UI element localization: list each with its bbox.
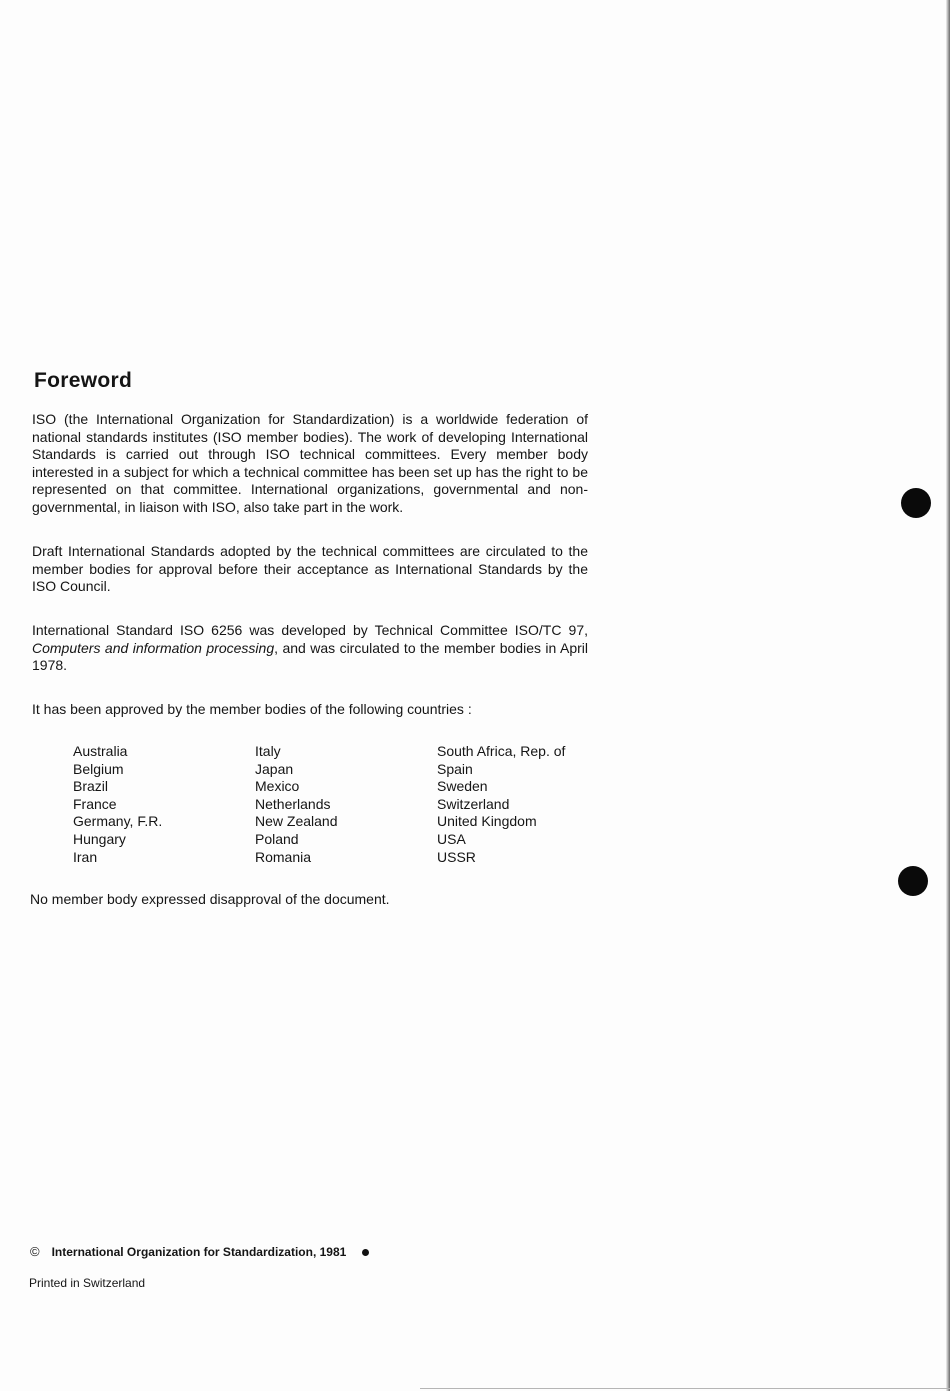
country-column	[437, 743, 565, 866]
committee-name: Computers and information processing	[32, 639, 275, 656]
country-item: France	[73, 795, 117, 812]
country-item: Spain	[437, 760, 473, 777]
paragraph-text: , and was circulated to the member bodies in April 1978.	[32, 639, 588, 674]
paragraph-standard-development	[32, 622, 588, 675]
country-item: New Zealand	[255, 813, 338, 830]
country-item: Romania	[255, 848, 312, 865]
country-item: Australia	[73, 743, 128, 759]
punch-hole-mark	[898, 866, 928, 896]
paragraph-approval: It has been approved by the member bodies of the following countries :	[32, 701, 472, 717]
copyright-text: International Organization for Standardization, 1981	[51, 1245, 347, 1259]
printed-location: Printed in Switzerland	[29, 1276, 146, 1290]
paragraph-no-disapproval: No member body expressed disapproval of the document.	[30, 891, 390, 907]
page-title: Foreword	[34, 369, 133, 392]
country-item: Netherlands	[255, 795, 331, 812]
paragraph-iso-intro: ISO (the International Organization for Standardization) is a worldwide federation of national standards institutes (ISO member bodies). The work of developing International Standards is carried out through ISO technical committees. Every member body interested in a subject for which a technical committee has been set up has the right to be represented on that committee. International organizations, governmental and non-governmental, in liaison with ISO, also take part in the work.	[32, 411, 588, 515]
country-item: USSR	[437, 848, 476, 865]
country-item: Japan	[255, 760, 294, 777]
country-item: Italy	[255, 743, 281, 759]
country-item: Switzerland	[437, 795, 510, 812]
country-item: Iran	[73, 848, 98, 865]
country-item: Sweden	[437, 778, 488, 795]
country-item: USA	[437, 830, 466, 847]
paragraph-text: International Standard ISO 6256 was developed by Technical Committee ISO/TC 97,	[32, 622, 588, 638]
country-column	[255, 743, 338, 866]
country-item: Hungary	[73, 830, 126, 847]
punch-hole-mark	[901, 488, 931, 518]
country-column	[73, 743, 162, 866]
copyright-icon: ©	[30, 1244, 40, 1259]
country-item: United Kingdom	[437, 813, 537, 830]
country-item: Belgium	[73, 760, 124, 777]
country-item: Poland	[255, 830, 299, 847]
country-item: Mexico	[255, 778, 300, 795]
country-item: Germany, F.R.	[73, 813, 163, 830]
copyright-notice	[30, 1244, 369, 1259]
bottom-rule	[420, 1388, 950, 1389]
country-item: South Africa, Rep. of	[437, 743, 566, 759]
page-edge-shadow	[946, 0, 950, 1391]
paragraph-draft-standards: Draft International Standards adopted by the technical committees are circulated to the member bodies for approval before their acceptance as International Standards by the ISO Council.	[32, 543, 588, 595]
bullet-dot-icon	[362, 1249, 369, 1256]
country-item: Brazil	[73, 778, 109, 795]
